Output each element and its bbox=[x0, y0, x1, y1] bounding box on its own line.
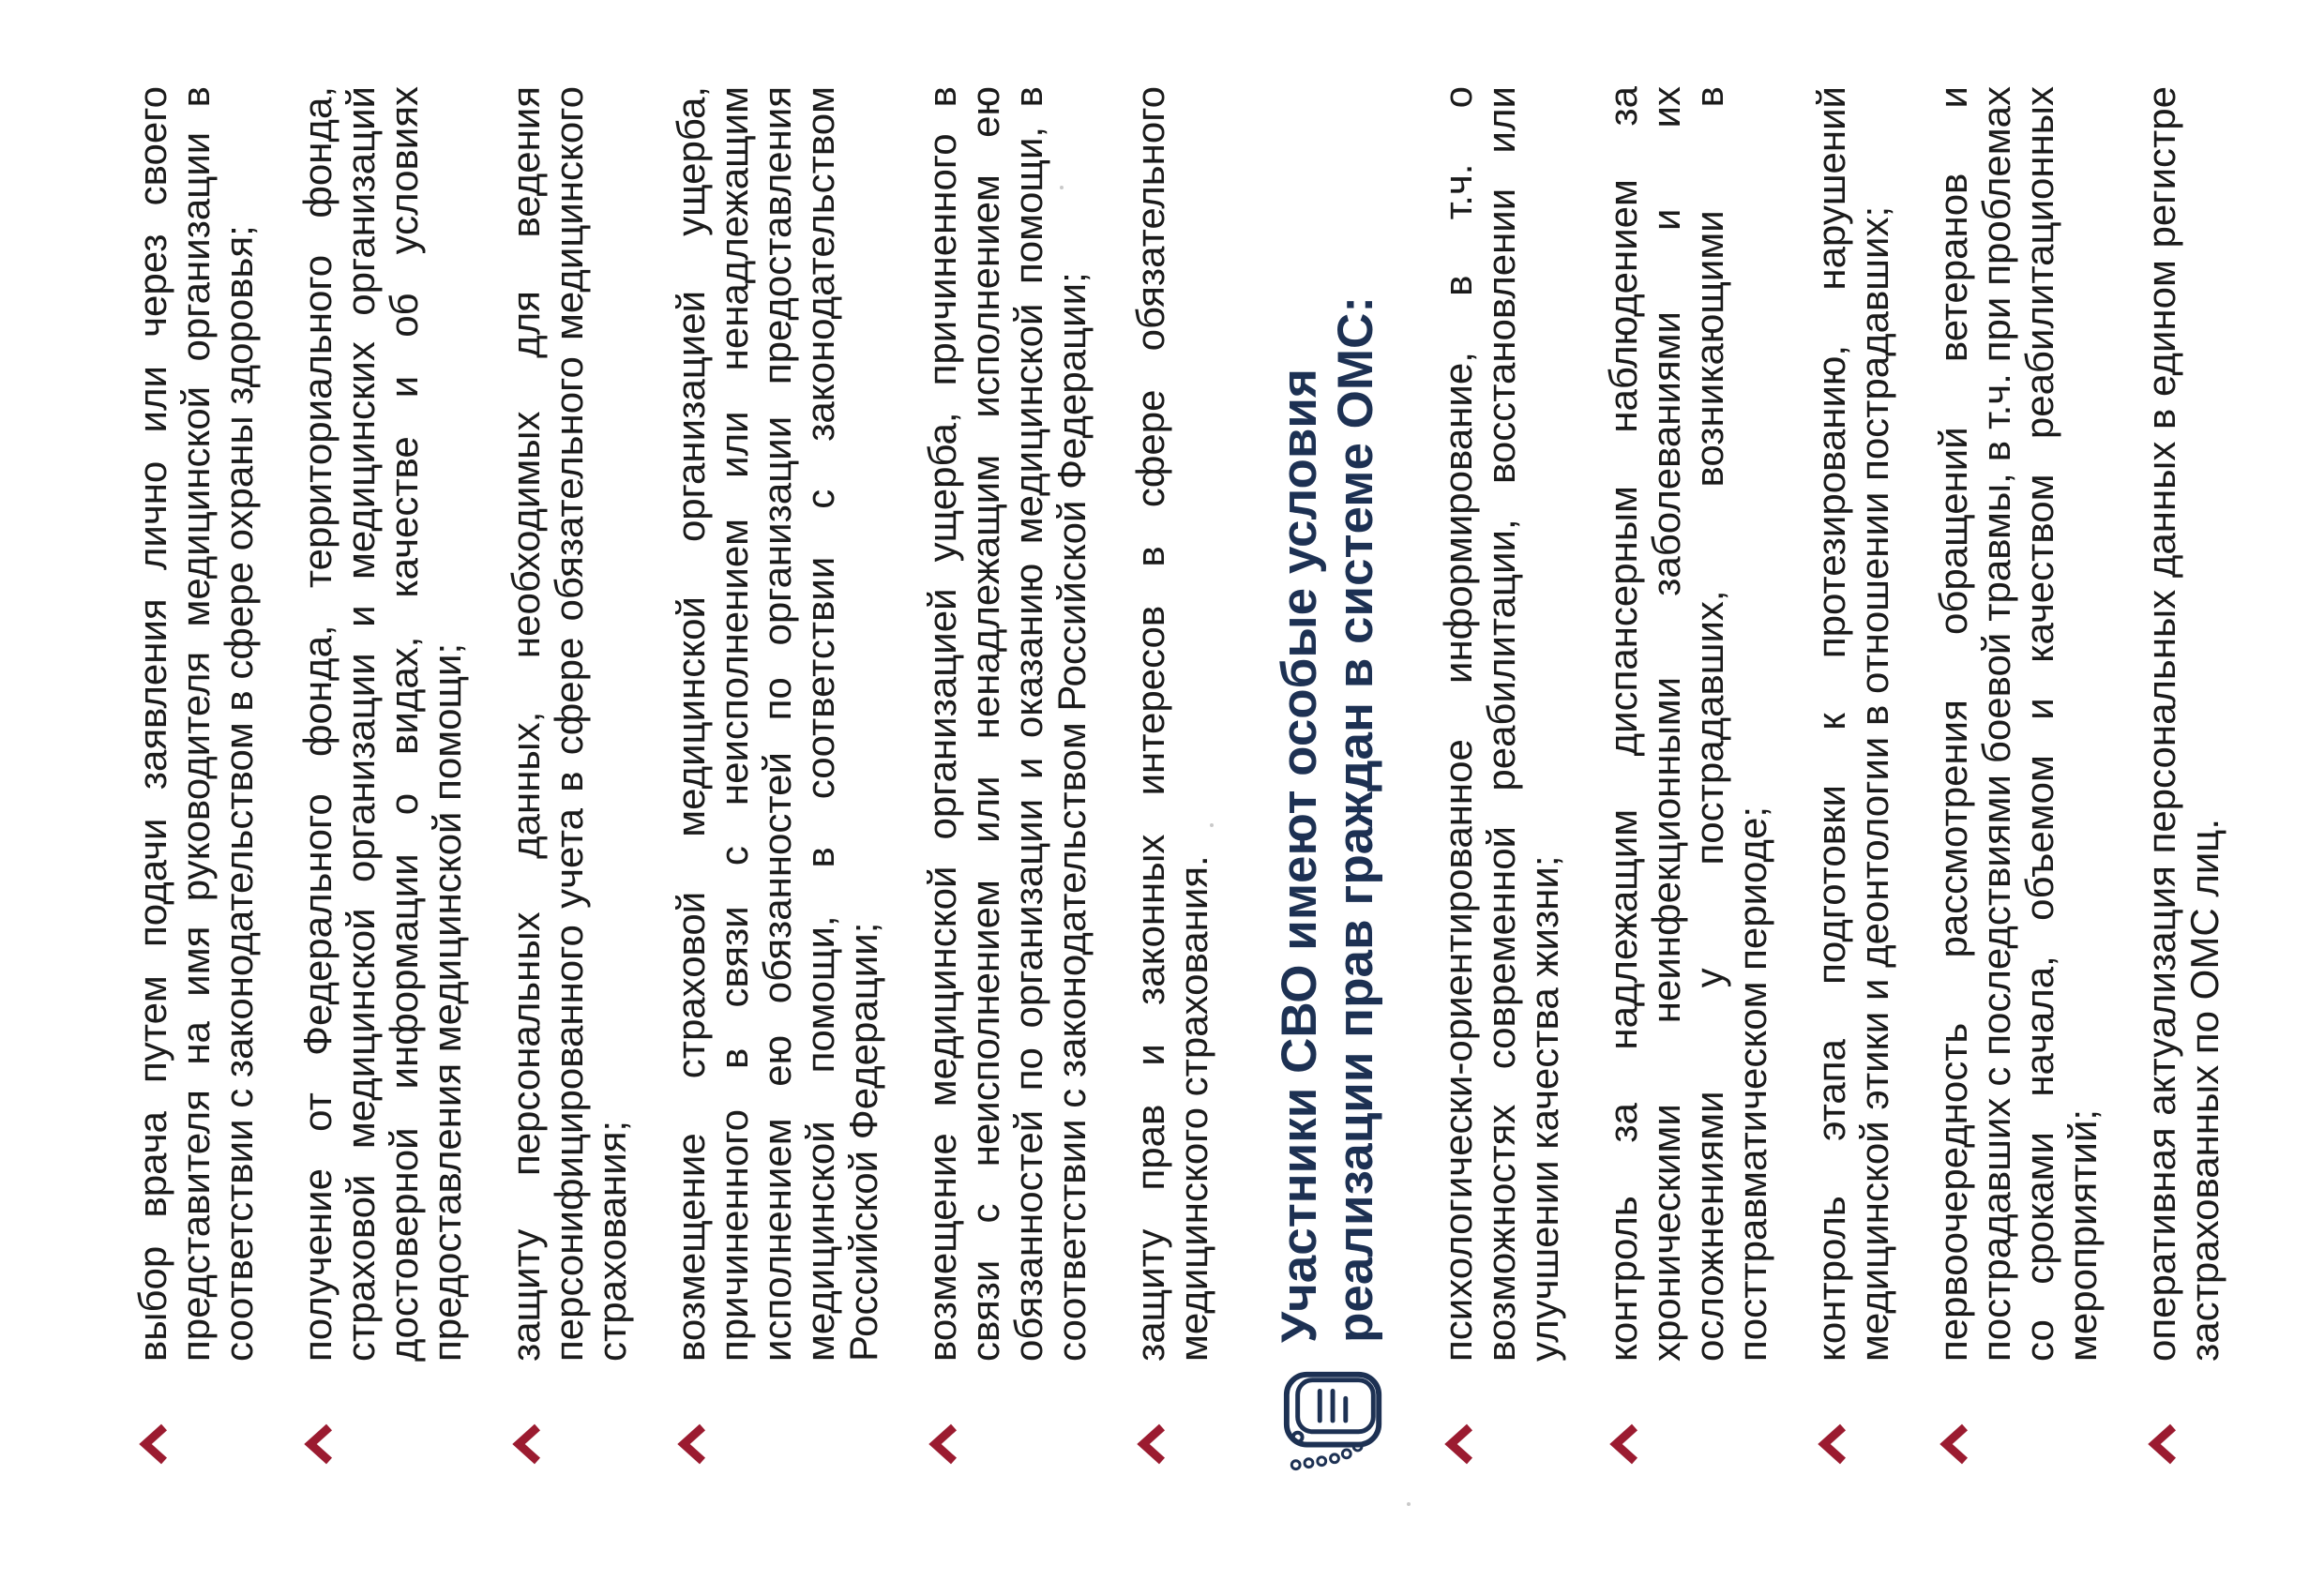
list-item bbox=[670, 86, 885, 1474]
svo-heading-line1: Участники СВО имеют особые условия bbox=[1272, 369, 1327, 1343]
chevron-up-icon bbox=[1134, 1423, 1168, 1465]
dog-tag-icon bbox=[1279, 1363, 1390, 1474]
chevron-up-icon bbox=[136, 1423, 170, 1465]
list-item bbox=[1810, 86, 1896, 1474]
list-item bbox=[1602, 86, 1774, 1474]
list-item-text: возмещение медицинской организацией ущерба, причиненного в связи с неисполнением или ненадлежащим исполнением ею обязанностей по организации и оказанию медицинской помощи, в соответствии с законодательством Российской Федерации; bbox=[920, 86, 1094, 1362]
chevron-up-icon bbox=[926, 1423, 959, 1465]
list-item-text: контроль за надлежащим диспансерным наблюдением за хроническими неинфекционными заболеваниями и их осложнениями у пострадавших, возникающими в посттравматическом периоде; bbox=[1601, 86, 1774, 1362]
scan-speck bbox=[1407, 1502, 1411, 1506]
list-item bbox=[1932, 86, 2105, 1474]
chevron-up-icon bbox=[1607, 1423, 1640, 1465]
list-item bbox=[2140, 86, 2226, 1474]
list-item-text: психологически-ориентированное информирование, в т.ч. о возможностях современной реабилитации, восстановлении или улучшении качества жизни; bbox=[1436, 86, 1566, 1362]
list-item-text: выбор врача путем подачи заявления лично или через своего представителя на имя руководителя медицинской организации в соответствии с законодательством в сфере охраны здоровья; bbox=[130, 86, 261, 1362]
list-item bbox=[131, 86, 261, 1474]
list-item bbox=[1437, 86, 1566, 1474]
list-item bbox=[1129, 86, 1215, 1474]
list-item-text: контроль этапа подготовки к протезированию, нарушений медицинской этики и деонтологии в отношении пострадавших; bbox=[1809, 86, 1896, 1362]
chevron-up-icon bbox=[1815, 1423, 1849, 1465]
chevron-up-icon bbox=[1441, 1423, 1475, 1465]
chevron-up-icon bbox=[1937, 1423, 1970, 1465]
chevron-up-icon bbox=[509, 1423, 543, 1465]
chevron-up-icon bbox=[301, 1423, 335, 1465]
svo-heading bbox=[1272, 86, 1384, 1343]
chevron-up-icon bbox=[2145, 1423, 2179, 1465]
list-item bbox=[505, 86, 634, 1474]
svo-conditions-list bbox=[1437, 86, 2226, 1474]
list-item-text: защиту прав и законных интересов в сфере обязательного медицинского страхования. bbox=[1128, 86, 1215, 1362]
page-content bbox=[131, 86, 2262, 1474]
rights-list bbox=[131, 86, 1215, 1474]
svo-heading-line2: реализации прав граждан в системе ОМС: bbox=[1328, 296, 1383, 1343]
svo-heading-block bbox=[1272, 86, 1384, 1474]
chevron-up-icon bbox=[674, 1423, 708, 1465]
list-item-text: защиту персональных данных, необходимых для ведения персонифицированного учета в сфере обязательного медицинского страхования; bbox=[504, 86, 634, 1362]
list-item-text: получение от Федерального фонда, территориального фонда, страховой медицинской организации и медицинских организаций достоверной информации о видах, качестве и об условиях предоставления медицинской помощи; bbox=[295, 86, 469, 1362]
list-item-text: первоочередность рассмотрения обращений ветеранов и пострадавших с последствиями боевой травмы, в т.ч. при проблемах со сроками начала, объемом и качеством реабилитационных мероприятий; bbox=[1931, 86, 2105, 1362]
list-item-text: возмещение страховой медицинской организацией ущерба, причиненного в связи с неисполнением или ненадлежащим исполнением ею обязанностей по организации предоставления медицинской помощи, в соответствии с законодательством Российской Федерации; bbox=[669, 86, 885, 1362]
list-item-text: оперативная актуализация персональных данных в едином регистре застрахованных по ОМС лиц. bbox=[2139, 86, 2226, 1362]
list-item bbox=[296, 86, 469, 1474]
list-item bbox=[921, 86, 1094, 1474]
